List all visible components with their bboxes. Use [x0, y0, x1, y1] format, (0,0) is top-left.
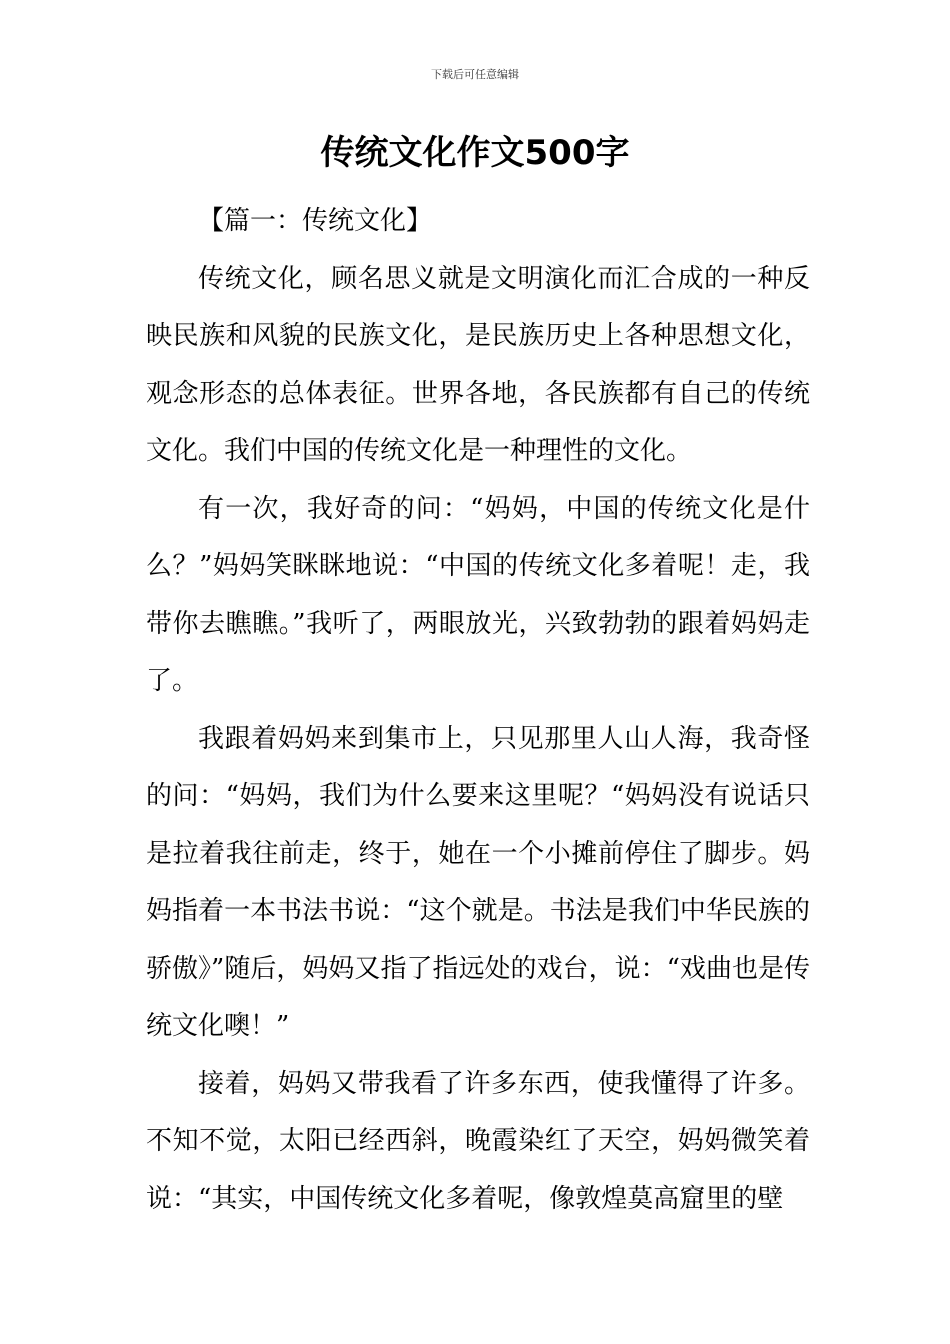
document-title: 传统文化作文500字: [320, 133, 630, 173]
paragraph-4: 接着，妈妈又带我看了许多东西，使我懂得了许多。不知不觉，太阳已经西斜，晚霞染红了天空，妈妈微笑着说：“其实，中国传统文化多着呢，像敦煌莫高窟里的壁: [146, 1068, 810, 1214]
document-body: [146, 193, 810, 1228]
page-header-note: 下载后可任意编辑: [431, 68, 519, 81]
paragraph-3: 我跟着妈妈来到集市上，只见那里人山人海，我奇怪的问：“妈妈，我们为什么要来这里呢？“妈妈没有说话只是拉着我往前走，终于，她在一个小摊前停住了脚步。妈妈指着一本书法书说：“这个就是。书法是我们中华民族的骄傲》”随后，妈妈又指了指远处的戏台，说：“戏曲也是传统文化噢！”: [146, 723, 810, 1041]
paragraph-1: 传统文化，顾名思义就是文明演化而汇合成的一种反映民族和风貌的民族文化，是民族历史上各种思想文化，观念形态的总体表征。世界各地，各民族都有自己的传统文化。我们中国的传统文化是一种理性的文化。: [146, 263, 810, 466]
paragraph-2: 有一次，我好奇的问：“妈妈，中国的传统文化是什么？”妈妈笑眯眯地说：“中国的传统文化多着呢！走，我带你去瞧瞧。”我听了，两眼放光，兴致勃勃的跟着妈妈走了。: [146, 493, 810, 696]
section-heading: 【篇一：传统文化】: [198, 206, 433, 236]
